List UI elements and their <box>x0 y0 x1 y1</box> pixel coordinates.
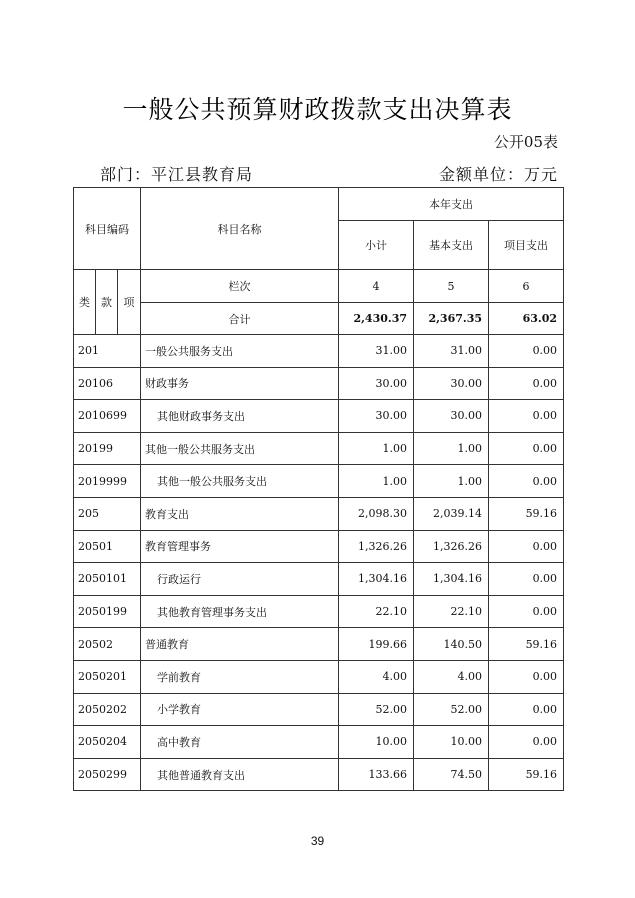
subject-code: 20199 <box>74 432 141 465</box>
total-subtotal: 2,430.37 <box>339 303 414 335</box>
subject-code: 20501 <box>74 530 141 563</box>
table-row <box>74 530 564 563</box>
amount-project: 0.00 <box>489 595 564 628</box>
subject-code: 2050199 <box>74 595 141 628</box>
amount-project: 0.00 <box>489 726 564 759</box>
amount-project: 0.00 <box>489 660 564 693</box>
table-row <box>74 497 564 530</box>
amount-subtotal: 133.66 <box>339 758 414 791</box>
amount-basic: 1.00 <box>414 432 489 465</box>
table-row <box>74 335 564 368</box>
amount-project: 0.00 <box>489 693 564 726</box>
table-row <box>74 563 564 596</box>
subject-name: 财政事务 <box>141 367 339 400</box>
subject-name: 教育支出 <box>141 497 339 530</box>
amount-basic: 140.50 <box>414 628 489 661</box>
table-row <box>74 432 564 465</box>
header-current-year: 本年支出 <box>339 188 564 221</box>
page-number: 39 <box>310 834 325 848</box>
total-label: 合计 <box>141 303 339 335</box>
amount-project: 0.00 <box>489 400 564 433</box>
subject-name: 其他教育管理事务支出 <box>141 595 339 628</box>
subject-code: 20106 <box>74 367 141 400</box>
amount-unit-label: 金额单位：万元 <box>438 165 558 184</box>
subject-name: 其他财政事务支出 <box>141 400 339 433</box>
subject-code: 2019999 <box>74 465 141 498</box>
table-row <box>74 595 564 628</box>
subject-code: 2050201 <box>74 660 141 693</box>
amount-basic: 52.00 <box>414 693 489 726</box>
amount-subtotal: 10.00 <box>339 726 414 759</box>
table-row <box>74 758 564 791</box>
subject-name: 高中教育 <box>141 726 339 759</box>
subject-name: 教育管理事务 <box>141 530 339 563</box>
amount-basic: 30.00 <box>414 400 489 433</box>
table-row <box>74 367 564 400</box>
amount-project: 59.16 <box>489 497 564 530</box>
subject-name: 一般公共服务支出 <box>141 335 339 368</box>
subject-code: 2050299 <box>74 758 141 791</box>
amount-subtotal: 30.00 <box>339 400 414 433</box>
amount-project: 59.16 <box>489 758 564 791</box>
amount-subtotal: 22.10 <box>339 595 414 628</box>
amount-project: 0.00 <box>489 563 564 596</box>
header-lei: 类 <box>74 270 96 335</box>
amount-project: 0.00 <box>489 335 564 368</box>
subject-code: 201 <box>74 335 141 368</box>
amount-subtotal: 1,326.26 <box>339 530 414 563</box>
header-basic: 基本支出 <box>414 221 489 270</box>
amount-subtotal: 199.66 <box>339 628 414 661</box>
amount-project: 59.16 <box>489 628 564 661</box>
amount-subtotal: 30.00 <box>339 367 414 400</box>
amount-basic: 1,304.16 <box>414 563 489 596</box>
amount-subtotal: 1,304.16 <box>339 563 414 596</box>
subject-name: 其他一般公共服务支出 <box>141 432 339 465</box>
subject-code: 20502 <box>74 628 141 661</box>
amount-basic: 30.00 <box>414 367 489 400</box>
amount-basic: 4.00 <box>414 660 489 693</box>
amount-project: 0.00 <box>489 465 564 498</box>
header-kuan: 款 <box>96 270 118 335</box>
table-row <box>74 400 564 433</box>
header-lanci: 栏次 <box>141 270 339 303</box>
total-project: 63.02 <box>489 303 564 335</box>
expenditure-table <box>73 187 564 791</box>
amount-basic: 31.00 <box>414 335 489 368</box>
amount-basic: 10.00 <box>414 726 489 759</box>
subject-code: 205 <box>74 497 141 530</box>
header-subtotal: 小计 <box>339 221 414 270</box>
department-label: 部门：平江县教育局 <box>100 165 254 184</box>
header-subject-code: 科目编码 <box>74 188 141 270</box>
column-number-5: 5 <box>414 270 489 303</box>
table-row <box>74 628 564 661</box>
form-number: 公开05表 <box>493 133 558 151</box>
subject-code: 2010699 <box>74 400 141 433</box>
column-number-4: 4 <box>339 270 414 303</box>
amount-project: 0.00 <box>489 530 564 563</box>
amount-basic: 22.10 <box>414 595 489 628</box>
subject-name: 小学教育 <box>141 693 339 726</box>
table-row <box>74 693 564 726</box>
amount-subtotal: 1.00 <box>339 465 414 498</box>
amount-basic: 2,039.14 <box>414 497 489 530</box>
amount-project: 0.00 <box>489 432 564 465</box>
subject-name: 普通教育 <box>141 628 339 661</box>
subject-code: 2050204 <box>74 726 141 759</box>
amount-subtotal: 1.00 <box>339 432 414 465</box>
table-row <box>74 465 564 498</box>
subject-name: 其他一般公共服务支出 <box>141 465 339 498</box>
column-number-6: 6 <box>489 270 564 303</box>
amount-subtotal: 52.00 <box>339 693 414 726</box>
amount-basic: 1,326.26 <box>414 530 489 563</box>
amount-subtotal: 31.00 <box>339 335 414 368</box>
document-title: 一般公共预算财政拨款支出决算表 <box>122 95 513 124</box>
subject-name: 行政运行 <box>141 563 339 596</box>
table-row <box>74 726 564 759</box>
header-subject-name: 科目名称 <box>141 188 339 270</box>
total-basic: 2,367.35 <box>414 303 489 335</box>
amount-project: 0.00 <box>489 367 564 400</box>
header-xiang: 项 <box>118 270 141 335</box>
amount-basic: 74.50 <box>414 758 489 791</box>
header-project: 项目支出 <box>489 221 564 270</box>
amount-subtotal: 2,098.30 <box>339 497 414 530</box>
amount-subtotal: 4.00 <box>339 660 414 693</box>
subject-code: 2050202 <box>74 693 141 726</box>
table-row <box>74 660 564 693</box>
amount-basic: 1.00 <box>414 465 489 498</box>
subject-name: 学前教育 <box>141 660 339 693</box>
subject-name: 其他普通教育支出 <box>141 758 339 791</box>
subject-code: 2050101 <box>74 563 141 596</box>
